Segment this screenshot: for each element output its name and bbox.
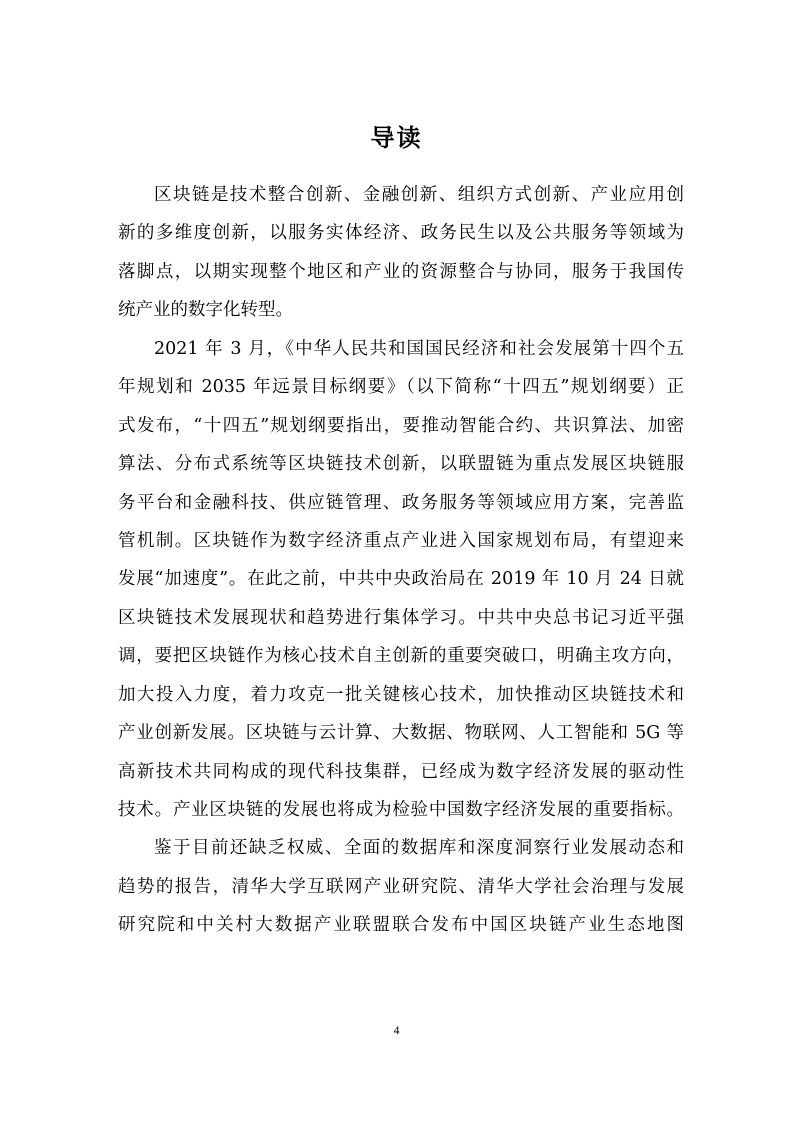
paragraph-2-line-2: 年规划和 2035 年远景目标纲要》（以下简称“十四五”规划纲要）正: [118, 377, 684, 398]
paragraph-3-line-2: 趋势的报告，清华大学互联网产业研究院、清华大学社会治理与发展: [118, 876, 684, 897]
paragraph-2-line-6: 管机制。区块链作为数字经济重点产业进入国家规划布局，有望迎来: [118, 530, 684, 551]
paragraph-2-line-8: 区块链技术发展现状和趋势进行集体学习。中共中央总书记习近平强: [118, 607, 684, 628]
paragraph-1-line-2: 新的多维度创新，以服务实体经济、政务民生以及公共服务等领域为: [118, 223, 684, 244]
document-title: 导读: [370, 124, 423, 153]
paragraph-2-line-7: 发展“加速度”。在此之前，中共中央政治局在 2019 年 10 月 24 日就: [118, 569, 684, 590]
paragraph-2-line-1: 2021 年 3 月，《中华人民共和国国民经济和社会发展第十四个五: [154, 338, 684, 359]
paragraph-2-line-12: 高新技术共同构成的现代科技集群，已经成为数字经济发展的驱动性: [118, 761, 684, 782]
paragraph-1-line-4: 统产业的数字化转型。: [118, 300, 293, 321]
paragraph-2-line-13: 技术。产业区块链的发展也将成为检验中国数字经济发展的重要指标。: [118, 800, 684, 820]
paragraph-3-line-1: 鉴于目前还缺乏权威、全面的数据库和深度洞察行业发展动态和: [154, 838, 684, 859]
paragraph-2-line-11: 产业创新发展。区块链与云计算、大数据、物联网、人工智能和 5G 等: [118, 723, 684, 744]
paragraph-2-line-9: 调，要把区块链作为核心技术自主创新的重要突破口，明确主攻方向，: [118, 646, 684, 667]
paragraph-2-line-10: 加大投入力度，着力攻克一批关键核心技术，加快推动区块链技术和: [118, 684, 684, 705]
page-number: 4: [393, 1023, 400, 1037]
document-body: [118, 176, 684, 945]
paragraph-2-line-4: 算法、分布式系统等区块链技术创新，以联盟链为重点发展区块链服: [118, 454, 684, 475]
paragraph-1-line-3: 落脚点，以期实现整个地区和产业的资源整合与协同，服务于我国传: [118, 261, 684, 282]
paragraph-1-line-1: 区块链是技术整合创新、金融创新、组织方式创新、产业应用创: [154, 185, 684, 205]
paragraph-2-line-5: 务平台和金融科技、供应链管理、政务服务等领域应用方案，完善监: [118, 492, 684, 513]
paragraph-3-line-3: 研究院和中关村大数据产业联盟联合发布中国区块链产业生态地图: [118, 915, 684, 936]
paragraph-2-line-3: 式发布，“十四五”规划纲要指出，要推动智能合约、共识算法、加密: [118, 415, 684, 436]
